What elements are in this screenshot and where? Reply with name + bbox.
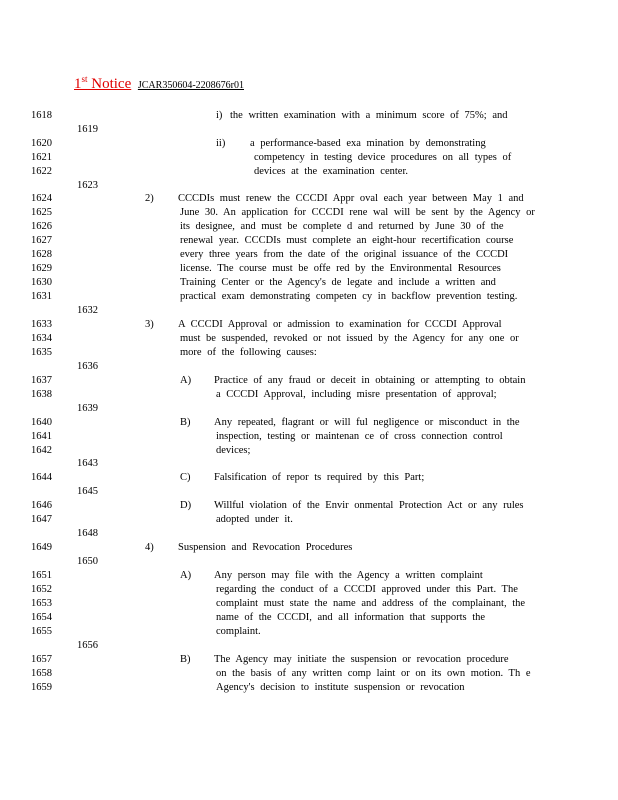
cause-b-marker: B) [180,417,191,428]
line-number: 1632 [77,305,98,316]
section-2-line: CCCDIs must renew the CCCDI Appr oval each year between May 1 and [178,193,524,204]
section-2-line: every three years from the date of the original issuance of the CCCDI [180,249,509,260]
line-number: 1631 [31,291,52,302]
notice-number: 1 [74,76,82,92]
document-id: JCAR350604-2208676r01 [137,80,244,91]
section-4-heading: Suspension and Revocation Procedures [178,542,353,553]
line-number: 1637 [31,375,52,386]
cause-b-line: inspection, testing or maintenan ce of cross connection control [216,431,503,442]
line-number: 1629 [31,263,52,274]
line-number: 1655 [31,626,52,637]
item-i-text: the written examination with a minimum score of 75%; and [230,110,508,121]
line-number: 1634 [31,333,52,344]
section-2-line: license. The course must be offe red by the Environmental Resources [180,263,501,274]
line-number: 1624 [31,193,52,204]
line-number: 1622 [31,166,52,177]
line-number: 1642 [31,445,52,456]
line-number: 1648 [77,528,98,539]
line-number: 1651 [31,570,52,581]
line-number: 1641 [31,431,52,442]
line-number: 1654 [31,612,52,623]
line-number: 1653 [31,598,52,609]
procedure-b-line: The Agency may initiate the suspension or revocation procedure [214,654,509,665]
cause-d-line: adopted under it. [216,514,293,525]
line-number: 1627 [31,235,52,246]
line-number: 1647 [31,514,52,525]
line-number: 1644 [31,472,52,483]
line-number: 1646 [31,500,52,511]
line-number: 1636 [77,361,98,372]
section-3-line: A CCCDI Approval or admission to examination for CCCDI Approval [178,319,502,330]
section-2-line: practical exam demonstrating competen cy in backflow prevention testing. [180,291,518,302]
line-number: 1643 [77,458,98,469]
item-ii-line: competency in testing device procedures on all types of [254,152,512,163]
line-number: 1633 [31,319,52,330]
line-number: 1619 [77,124,98,135]
procedure-b-line: Agency's decision to institute suspension or revocation [216,682,465,693]
line-number: 1623 [77,180,98,191]
cause-b-line: Any repeated, flagrant or will ful negligence or misconduct in the [214,417,520,428]
section-3-marker: 3) [145,319,154,330]
cause-d-line: Willful violation of the Envir onmental Protection Act or any rules [214,500,524,511]
procedure-b-line: on the basis of any written comp laint or on its own motion. Th e [216,668,531,679]
section-3-line: must be suspended, revoked or not issued by the Agency for any one or [180,333,519,344]
procedure-a-line: complaint. [216,626,261,637]
line-number: 1640 [31,417,52,428]
line-number: 1630 [31,277,52,288]
line-number: 1657 [31,654,52,665]
line-number: 1621 [31,152,52,163]
line-number: 1656 [77,640,98,651]
cause-c-text: Falsification of repor ts required by this Part; [214,472,425,483]
item-i-marker: i) [216,110,223,121]
section-2-line: June 30. An application for CCCDI rene wal will be sent by the Agency or [180,207,535,218]
section-2-line: renewal year. CCCDIs must complete an eight-hour recertification course [180,235,514,246]
procedure-a-marker: A) [180,570,192,581]
procedure-a-line: complaint must state the name and address of the complainant, the [216,598,526,609]
procedure-a-line: name of the CCCDI, and all information that supports the [216,612,486,623]
notice-label [74,76,131,92]
notice-header [74,74,244,93]
line-number: 1649 [31,542,52,553]
line-number: 1638 [31,389,52,400]
line-number: 1620 [31,138,52,149]
cause-a-line: a CCCDI Approval, including misre presentation of approval; [216,389,497,400]
item-ii-marker: ii) [216,138,226,149]
cause-b-line: devices; [216,445,251,456]
section-3-line: more of the following causes: [180,347,317,358]
line-number: 1650 [77,556,98,567]
notice-superscript: st [81,74,88,84]
line-number: 1659 [31,682,52,693]
line-number: 1628 [31,249,52,260]
cause-a-marker: A) [180,375,192,386]
line-number: 1652 [31,584,52,595]
cause-d-marker: D) [180,500,192,511]
cause-c-marker: C) [180,472,191,483]
line-number: 1639 [77,403,98,414]
item-ii-line: devices at the examination center. [254,166,408,177]
section-2-marker: 2) [145,193,154,204]
cause-a-line: Practice of any fraud or deceit in obtaining or attempting to obtain [214,375,526,386]
section-2-line: its designee, and must be complete d and returned by June 30 of the [180,221,504,232]
procedure-b-marker: B) [180,654,191,665]
section-4-marker: 4) [145,542,154,553]
line-number: 1625 [31,207,52,218]
item-ii-line: a performance-based exa mination by demonstrating [250,138,486,149]
procedure-a-line: Any person may file with the Agency a written complaint [214,570,483,581]
line-number: 1635 [31,347,52,358]
procedure-a-line: regarding the conduct of a CCCDI approved under this Part. The [216,584,518,595]
line-number: 1626 [31,221,52,232]
section-2-line: Training Center or the Agency's de legate and include a written and [180,277,496,288]
line-number: 1645 [77,486,98,497]
notice-word: Notice [87,76,132,92]
line-number: 1658 [31,668,52,679]
line-number: 1618 [31,110,52,121]
